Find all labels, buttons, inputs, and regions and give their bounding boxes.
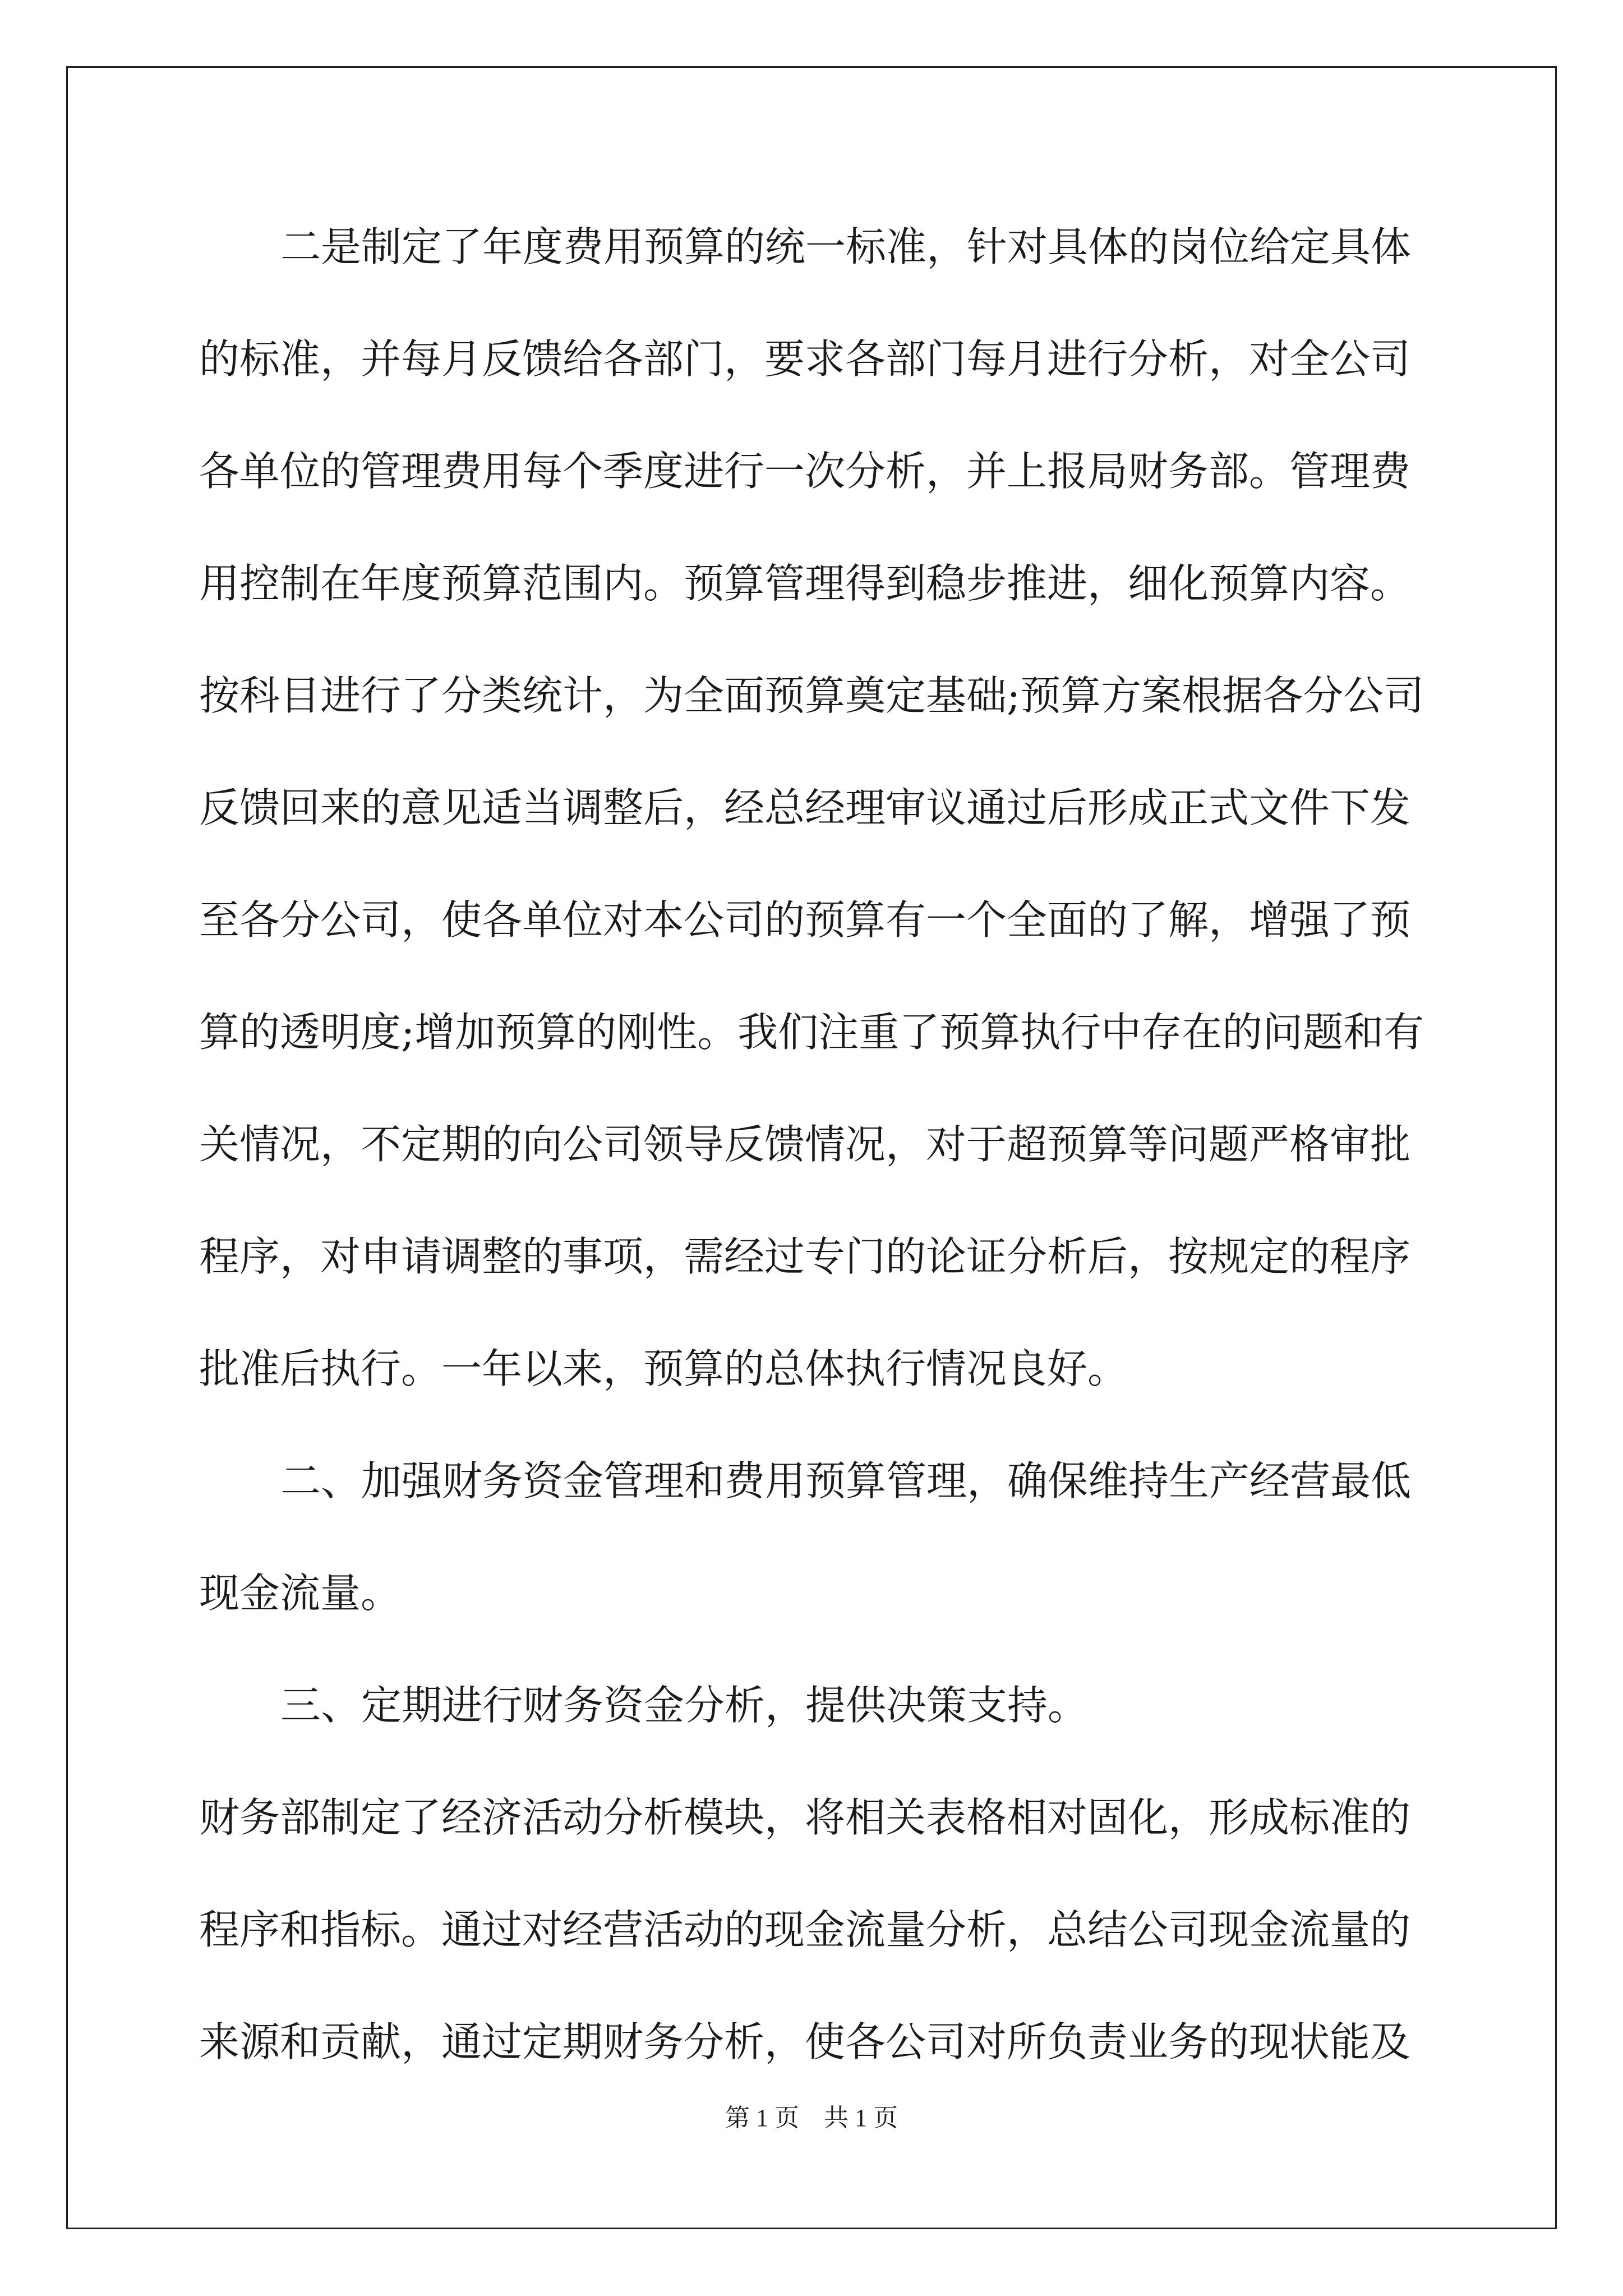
paragraph-line: 反馈回来的意见适当调整后，经总经理审议通过后形成正式文件下发	[199, 784, 1411, 831]
paragraph-line: 用控制在年度预算范围内。预算管理得到稳步推进，细化预算内容。	[199, 560, 1411, 607]
paragraph-line: 的标准，并每月反馈给各部门，要求各部门每月进行分析，对全公司	[199, 335, 1411, 383]
paragraph-line: 批准后执行。一年以来，预算的总体执行情况良好。	[199, 1345, 1128, 1392]
paragraph-line: 程序和指标。通过对经营活动的现金流量分析，总结公司现金流量的	[199, 1906, 1411, 1953]
paragraph-line: 算的透明度;增加预算的刚性。我们注重了预算执行中存在的问题和有	[199, 1009, 1424, 1056]
paragraph-line: 按科目进行了分类统计，为全面预算奠定基础;预算方案根据各分公司	[199, 672, 1424, 719]
paragraph-line: 至各分公司，使各单位对本公司的预算有一个全面的了解，增强了预	[199, 896, 1411, 944]
paragraph-line: 各单位的管理费用每个季度进行一次分析，并上报局财务部。管理费	[199, 448, 1411, 495]
section-heading-line: 二、加强财务资金管理和费用预算管理，确保维持生产经营最低	[280, 1457, 1412, 1504]
paragraph-line: 关情况，不定期的向公司领导反馈情况，对于超预算等问题严格审批	[199, 1121, 1411, 1168]
page-footer: 第 1 页 共 1 页	[725, 2104, 898, 2132]
section-heading-line: 现金流量。	[199, 1570, 402, 1617]
paragraph-line: 二是制定了年度费用预算的统一标准，针对具体的岗位给定具体	[280, 223, 1412, 270]
paragraph-line: 程序，对申请调整的事项，需经过专门的论证分析后，按规定的程序	[199, 1233, 1411, 1280]
section-heading-line: 三、定期进行财务资金分析，提供决策支持。	[280, 1682, 1089, 1729]
paragraph-line: 来源和贡献，通过定期财务分析，使各公司对所负责业务的现状能及	[199, 2018, 1411, 2065]
paragraph-line: 财务部制定了经济活动分析模块，将相关表格相对固化，形成标准的	[199, 1794, 1411, 1841]
